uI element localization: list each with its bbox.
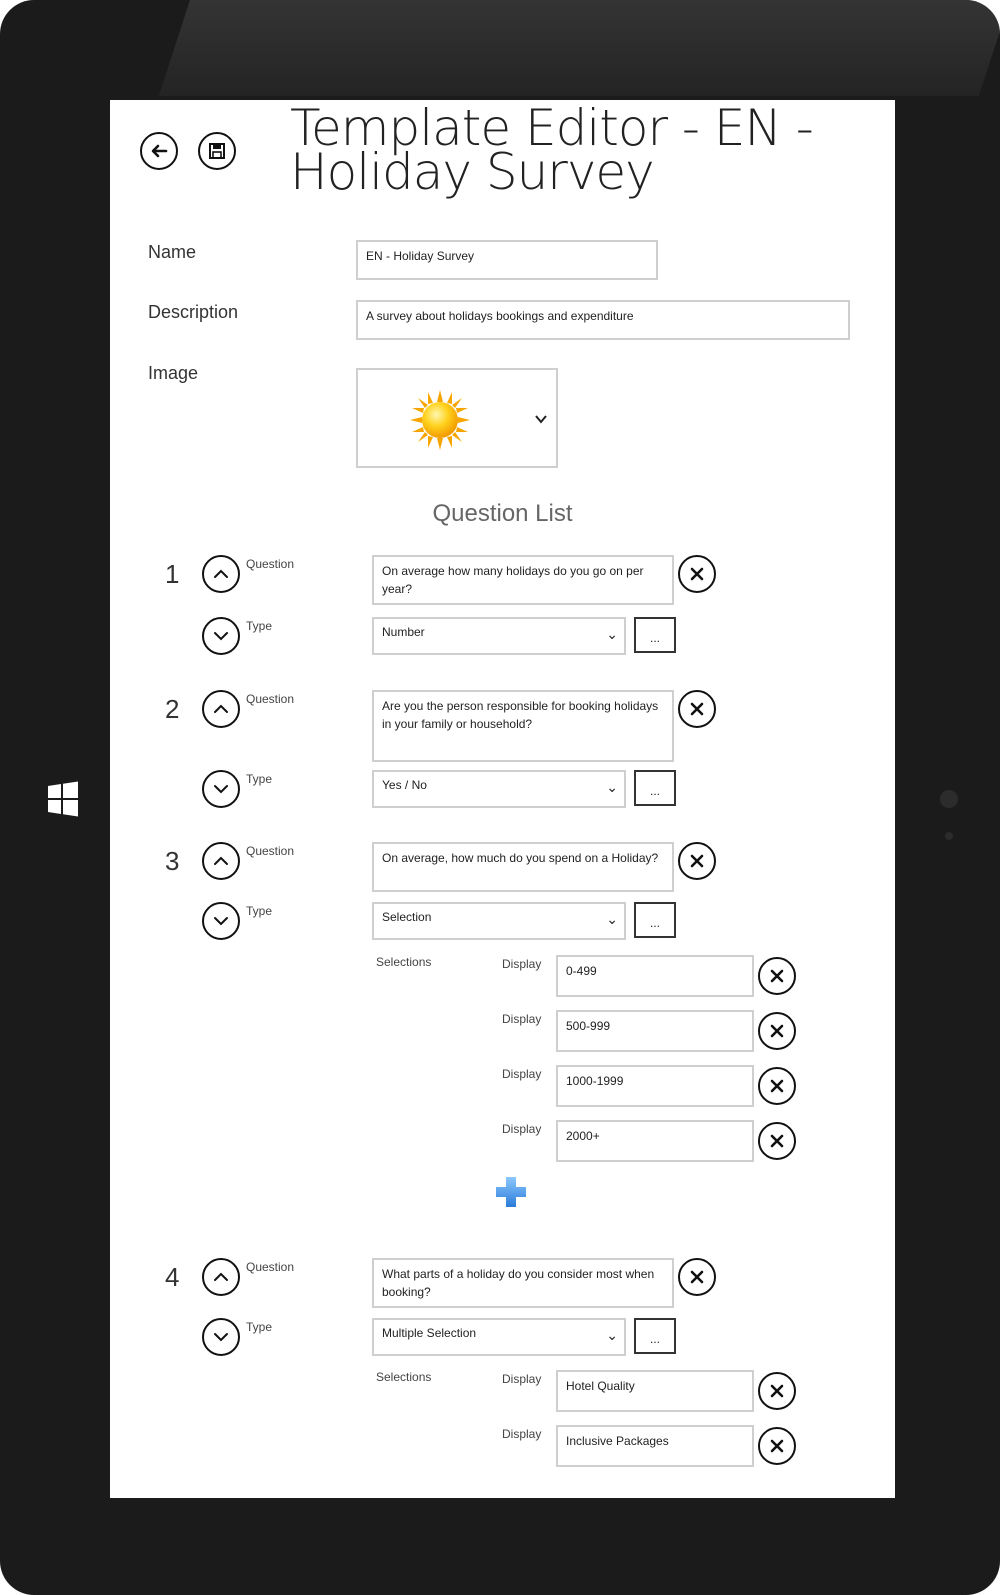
question-number: 1 <box>165 559 180 589</box>
question-label: Question <box>246 557 295 571</box>
add-selection-button[interactable] <box>494 1175 528 1214</box>
type-select-value: Multiple Selection <box>382 1326 477 1340</box>
display-label: Display <box>502 1012 542 1026</box>
move-up-button[interactable] <box>202 690 240 728</box>
more-options-button[interactable]: ... <box>634 770 676 806</box>
more-options-button[interactable]: ... <box>634 617 676 653</box>
description-label: Description <box>148 302 239 322</box>
move-down-button[interactable] <box>202 902 240 940</box>
type-select-value: Number <box>382 625 425 639</box>
chevron-down-icon <box>210 625 232 647</box>
selections-label: Selections <box>376 1370 432 1384</box>
chevron-down-icon: ⌄ <box>606 626 618 642</box>
delete-selection-button[interactable] <box>758 957 796 995</box>
close-icon <box>686 698 708 720</box>
delete-question-button[interactable] <box>678 842 716 880</box>
camera-sensor <box>940 790 958 808</box>
close-icon <box>766 1130 788 1152</box>
close-icon <box>686 563 708 585</box>
question-label: Question <box>246 1260 295 1274</box>
delete-question-button[interactable] <box>678 555 716 593</box>
back-arrow-icon <box>148 140 170 162</box>
question-label: Question <box>246 844 295 858</box>
description-field[interactable]: A survey about holidays bookings and expenditure <box>356 300 850 340</box>
delete-selection-button[interactable] <box>758 1067 796 1105</box>
question-label: Question <box>246 692 295 706</box>
bezel-glare <box>159 0 1000 96</box>
save-icon <box>206 140 228 162</box>
close-icon <box>686 850 708 872</box>
chevron-up-icon <box>210 563 232 585</box>
selections-label: Selections <box>376 955 432 969</box>
selection-display-field[interactable]: Inclusive Packages <box>556 1425 754 1467</box>
delete-selection-button[interactable] <box>758 1012 796 1050</box>
chevron-down-icon: ⌄ <box>606 1327 618 1343</box>
chevron-down-icon <box>210 910 232 932</box>
close-icon <box>686 1266 708 1288</box>
close-icon <box>766 965 788 987</box>
question-text-field[interactable]: What parts of a holiday do you consider most when booking? <box>372 1258 674 1308</box>
display-label: Display <box>502 1122 542 1136</box>
delete-question-button[interactable] <box>678 1258 716 1296</box>
type-select[interactable] <box>372 617 626 655</box>
type-label: Type <box>246 619 273 633</box>
more-options-button[interactable]: ... <box>634 1318 676 1354</box>
chevron-up-icon <box>210 850 232 872</box>
sun-icon <box>408 388 472 452</box>
page-title: Template Editor - EN - Holiday Survey <box>290 100 813 201</box>
chevron-up-icon <box>210 1266 232 1288</box>
question-text-field[interactable]: On average, how much do you spend on a Holiday? <box>372 842 674 892</box>
delete-selection-button[interactable] <box>758 1122 796 1160</box>
type-select-value: Selection <box>382 910 432 924</box>
question-number: 3 <box>165 846 180 876</box>
chevron-down-icon <box>210 1326 232 1348</box>
chevron-down-icon: ⌄ <box>606 911 618 927</box>
move-down-button[interactable] <box>202 770 240 808</box>
selection-display-field[interactable]: Hotel Quality <box>556 1370 754 1412</box>
display-label: Display <box>502 1372 542 1386</box>
delete-question-button[interactable] <box>678 690 716 728</box>
move-up-button[interactable] <box>202 842 240 880</box>
question-text-field[interactable]: Are you the person responsible for booking holidays in your family or household? <box>372 690 674 762</box>
plus-icon <box>494 1175 528 1209</box>
type-select-value: Yes / No <box>382 778 427 792</box>
question-text-field[interactable]: On average how many holidays do you go on per year? <box>372 555 674 605</box>
question-number: 4 <box>165 1262 180 1292</box>
question-number: 2 <box>165 694 180 724</box>
chevron-down-icon <box>210 778 232 800</box>
image-label: Image <box>148 363 199 383</box>
display-label: Display <box>502 957 542 971</box>
type-label: Type <box>246 772 273 786</box>
close-icon <box>766 1020 788 1042</box>
selection-display-field[interactable]: 500-999 <box>556 1010 754 1052</box>
save-button[interactable] <box>198 132 236 170</box>
type-select[interactable] <box>372 770 626 808</box>
selection-display-field[interactable]: 0-499 <box>556 955 754 997</box>
image-picker[interactable] <box>356 368 558 468</box>
delete-selection-button[interactable] <box>758 1372 796 1410</box>
name-label: Name <box>148 242 197 262</box>
type-label: Type <box>246 904 273 918</box>
close-icon <box>766 1380 788 1402</box>
type-select[interactable] <box>372 902 626 940</box>
app-screen <box>110 100 895 1498</box>
camera-sensor-small <box>945 832 953 840</box>
move-down-button[interactable] <box>202 617 240 655</box>
chevron-down-icon[interactable] <box>534 412 548 426</box>
move-up-button[interactable] <box>202 1258 240 1296</box>
move-down-button[interactable] <box>202 1318 240 1356</box>
display-label: Display <box>502 1427 542 1441</box>
selection-display-field[interactable]: 1000-1999 <box>556 1065 754 1107</box>
type-label: Type <box>246 1320 273 1334</box>
more-options-button[interactable]: ... <box>634 902 676 938</box>
chevron-up-icon <box>210 698 232 720</box>
name-field[interactable]: EN - Holiday Survey <box>356 240 658 280</box>
windows-logo-icon[interactable] <box>44 780 82 818</box>
back-button[interactable] <box>140 132 178 170</box>
close-icon <box>766 1435 788 1457</box>
display-label: Display <box>502 1067 542 1081</box>
question-list-title: Question List <box>432 500 573 527</box>
close-icon <box>766 1075 788 1097</box>
type-select[interactable] <box>372 1318 626 1356</box>
delete-selection-button[interactable] <box>758 1427 796 1465</box>
selection-display-field[interactable]: 2000+ <box>556 1120 754 1162</box>
chevron-down-icon: ⌄ <box>606 779 618 795</box>
move-up-button[interactable] <box>202 555 240 593</box>
